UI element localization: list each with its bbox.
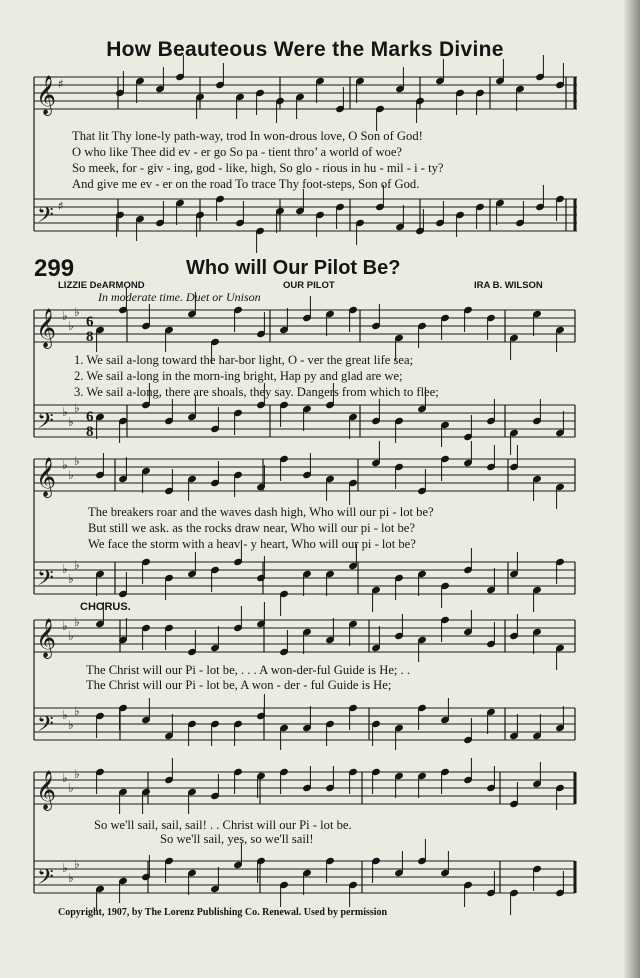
svg-text:𝄢: 𝄢 bbox=[37, 203, 54, 233]
hymn-a-title: How Beauteous Were the Marks Divine bbox=[106, 38, 504, 61]
svg-text:♭: ♭ bbox=[68, 629, 74, 643]
svg-text:𝄞: 𝄞 bbox=[36, 770, 57, 810]
staff-b1-treble bbox=[34, 310, 575, 342]
staff-b4-bass bbox=[34, 861, 575, 893]
svg-text:𝄞: 𝄞 bbox=[36, 75, 57, 115]
svg-text:𝄢: 𝄢 bbox=[37, 566, 54, 596]
tempo-marking: In moderate time. Duet or Unison bbox=[98, 290, 261, 304]
verse-line2-stanza-1: The breakers roar and the waves dash high, Who will our pi - lot be? bbox=[88, 505, 434, 519]
staff-b3-treble bbox=[34, 620, 575, 652]
svg-text:♭: ♭ bbox=[74, 767, 80, 781]
svg-text:♭: ♭ bbox=[74, 704, 80, 718]
hymn-b-title: Who will Our Pilot Be? bbox=[186, 257, 401, 279]
svg-text:♭: ♭ bbox=[62, 309, 68, 323]
svg-text:♭: ♭ bbox=[74, 454, 80, 468]
svg-text:♭: ♭ bbox=[62, 619, 68, 633]
svg-text:♯: ♯ bbox=[58, 77, 64, 91]
svg-text:♭: ♭ bbox=[62, 562, 68, 576]
svg-text:♭: ♭ bbox=[68, 781, 74, 795]
key-signatures bbox=[58, 77, 80, 885]
svg-text:𝄞: 𝄞 bbox=[36, 618, 57, 658]
svg-text:♭: ♭ bbox=[68, 319, 74, 333]
chorus-label: CHORUS. bbox=[80, 601, 131, 613]
svg-text:♭: ♭ bbox=[62, 458, 68, 472]
svg-text:6: 6 bbox=[86, 409, 94, 425]
chorus-line1-bass: The Christ will our Pi - lot be, A won - der - ful Guide is He; bbox=[86, 678, 392, 692]
verse-line2-stanza-2: But still we ask. as the rocks draw near, Who will our pi - lot be? bbox=[88, 521, 415, 535]
chorus-line2-bass: So we'll sail, yes, so we'll sail! bbox=[160, 832, 314, 846]
hymn-a-verse-1: That lit Thy lone-ly path-way, trod In won-drous love, O Son of God! bbox=[72, 129, 423, 143]
svg-text:♭: ♭ bbox=[62, 405, 68, 419]
clefs bbox=[36, 75, 56, 895]
verse-line1-stanza-3: 3. We sail a-long, there are shoals, they say. Dangers from which to flee; bbox=[74, 385, 439, 399]
lyricist-credit: LIZZIE DeARMOND bbox=[58, 280, 145, 291]
hymn-a-verse-2: O who like Thee did ev - er go So pa - tient thro’ a world of woe? bbox=[72, 145, 403, 159]
svg-text:♭: ♭ bbox=[68, 572, 74, 586]
svg-text:♭: ♭ bbox=[68, 415, 74, 429]
svg-text:♭: ♭ bbox=[74, 857, 80, 871]
chorus-line2-melody: So we'll sail, sail, sail! . . Christ will our Pi - lot be. bbox=[94, 818, 352, 832]
composer-credit: IRA B. WILSON bbox=[474, 280, 543, 291]
svg-text:♭: ♭ bbox=[74, 401, 80, 415]
staff-a-bass bbox=[34, 199, 577, 231]
svg-text:𝄞: 𝄞 bbox=[36, 308, 57, 348]
hymn-a-verse-3: So meek, for - giv - ing, god - like, high, So glo - rious in hu - mil - i - ty? bbox=[72, 161, 444, 175]
svg-text:♭: ♭ bbox=[74, 615, 80, 629]
svg-text:𝄞: 𝄞 bbox=[36, 457, 57, 497]
svg-text:♭: ♭ bbox=[68, 468, 74, 482]
verse-line1-stanza-1: 1. We sail a-long toward the har-bor light, O - ver the great life sea; bbox=[74, 353, 414, 367]
svg-text:8: 8 bbox=[86, 424, 94, 440]
svg-text:8: 8 bbox=[86, 329, 94, 345]
staff-a-treble bbox=[34, 77, 577, 109]
svg-text:𝄢: 𝄢 bbox=[37, 865, 54, 895]
tune-name: OUR PILOT bbox=[283, 280, 335, 291]
hymn-a-verse-4: And give me ev - er on the road To trace Thy foot-steps, Son of God. bbox=[72, 177, 420, 191]
svg-text:♯: ♯ bbox=[58, 199, 64, 213]
svg-text:𝄢: 𝄢 bbox=[37, 409, 54, 439]
svg-text:♭: ♭ bbox=[74, 558, 80, 572]
svg-text:♭: ♭ bbox=[68, 718, 74, 732]
verse-line2-stanza-3: We face the storm with a heav - y heart, Who will our pi - lot be? bbox=[88, 537, 416, 551]
svg-text:♭: ♭ bbox=[62, 771, 68, 785]
svg-text:𝄢: 𝄢 bbox=[37, 712, 54, 742]
svg-text:♭: ♭ bbox=[62, 861, 68, 875]
svg-text:♭: ♭ bbox=[68, 871, 74, 885]
svg-text:6: 6 bbox=[86, 314, 94, 330]
svg-text:♭: ♭ bbox=[62, 708, 68, 722]
page-edge-shadow bbox=[624, 0, 640, 978]
copyright-notice: Copyright, 1907, by The Lorenz Publishing Co. Renewal. Used by permission bbox=[58, 907, 388, 918]
verse-line1-stanza-2: 2. We sail a-long in the morn-ing bright, Hap py and glad are we; bbox=[74, 369, 403, 383]
svg-text:♭: ♭ bbox=[74, 305, 80, 319]
chorus-line1-melody: The Christ will our Pi - lot be, . . . A won-der-ful Guide is He; . . bbox=[86, 663, 410, 677]
hymn-number: 299 bbox=[34, 255, 75, 282]
